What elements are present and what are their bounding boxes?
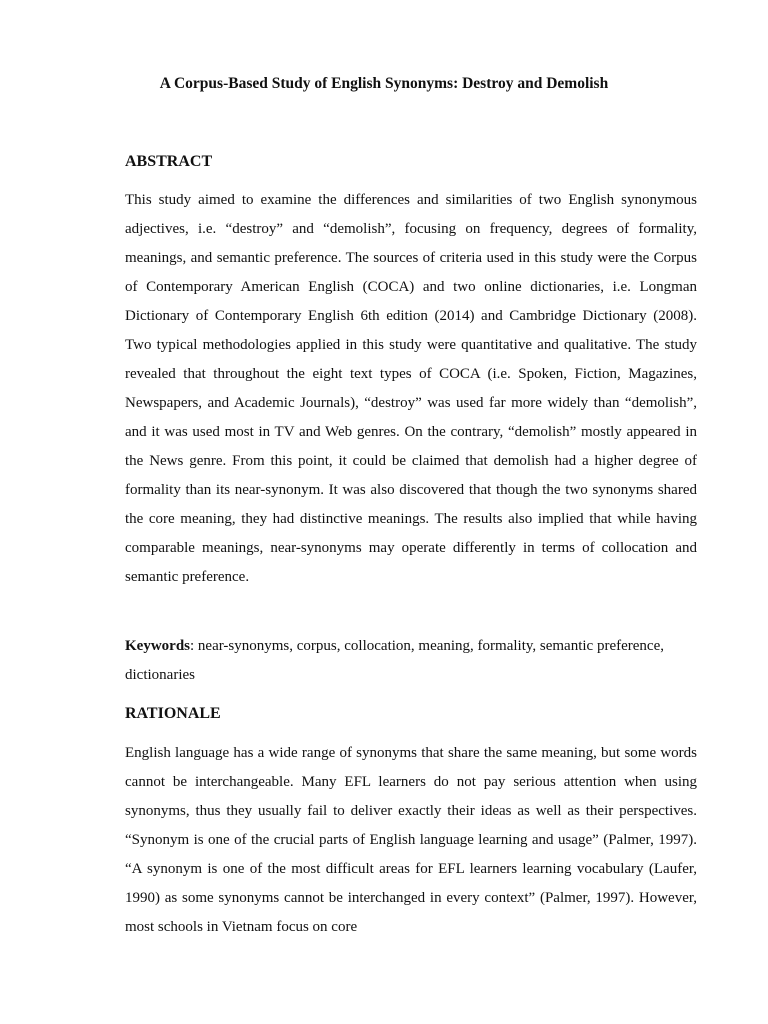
paper-title: A Corpus-Based Study of English Synonyms: Destroy and Demolish [159,75,609,92]
rationale-heading: RATIONALE [125,705,221,722]
keywords-label: Keywords [125,638,190,654]
rationale-body: English language has a wide range of synonyms that share the same meaning, but some words cannot be interchangeable. Many EFL learners do not pay serious attention when using synonyms, thus they usually fail to deliver exactly their ideas as well as their perspectives. “Synonym is one of the crucial parts of English language learning and usage” (Palmer, 1997). “A synonym is one of the most difficult areas for EFL learners learning vocabulary (Laufer, 1990) as some synonyms cannot be interchanged in every context” (Palmer, 1997). However, most schools in Vietnam focus on core [125,745,697,935]
keywords-line [125,632,697,690]
keywords-text: : near-synonyms, corpus, collocation, meaning, formality, semantic preference, dictionaries [125,638,664,683]
abstract-body: This study aimed to examine the differences and similarities of two English synonymous adjectives, i.e. “destroy” and “demolish”, focusing on frequency, degrees of formality, meanings, and semantic preference. The sources of criteria used in this study were the Corpus of Contemporary American English (COCA) and two online dictionaries, i.e. Longman Dictionary of Contemporary English 6th edition (2014) and Cambridge Dictionary (2008). Two typical methodologies applied in this study were quantitative and qualitative. The study revealed that throughout the eight text types of COCA (i.e. Spoken, Fiction, Magazines, Newspapers, and Academic Journals), “destroy” was used far more widely than “demolish”, and it was used most in TV and Web genres. On the contrary, “demolish” mostly appeared in the News genre. From this point, it could be claimed that demolish had a higher degree of formality than its near-synonym. It was also discovered that though the two synonyms shared the core meaning, they had distinctive meanings. The results also implied that while having comparable meanings, near-synonyms may operate differently in terms of collocation and semantic preference. [125,192,697,585]
abstract-heading: ABSTRACT [125,153,213,170]
